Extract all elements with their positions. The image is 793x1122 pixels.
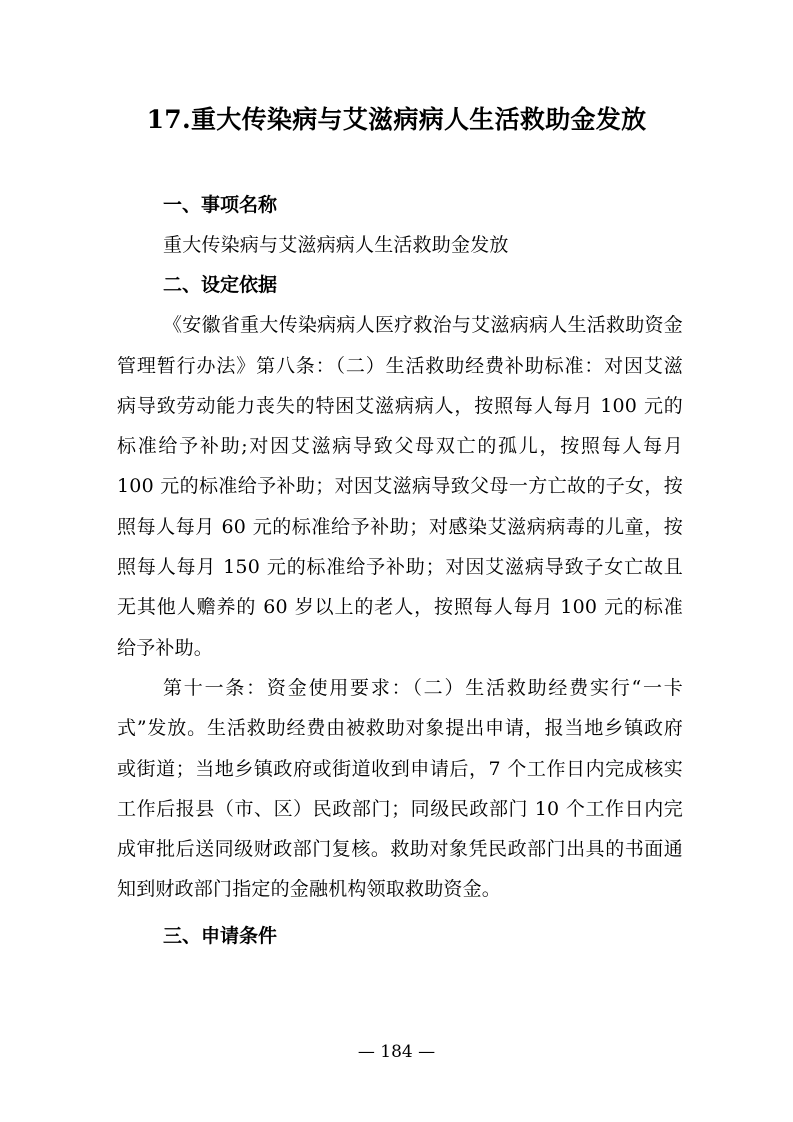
page-number: — 184 — <box>357 1042 436 1062</box>
document-body <box>117 185 683 956</box>
legal-basis-paragraph-article-8: 《安徽省重大传染病病人医疗救治与艾滋病病人生活救助资金管理暂行办法》第八条：（二）生活救助经费补助标准：对因艾滋病导致劳动能力丧失的特困艾滋病病人，按照每人每月 100 元的标准给予补助;对因艾滋病导致父母双亡的孤儿，按照每人每月 100 元的标准给予补助；对因艾滋病导致父母一方亡故的子女，按照每人每月 60 元的标准给予补助；对感染艾滋病病毒的儿童，按照每人每月 150 元的标准给予补助；对因艾滋病导致子女亡故且无其他人赡养的 60 岁以上的老人，按照每人每月 100 元的标准给予补助。 <box>117 314 683 659</box>
section-heading-application-conditions: 三、申请条件 <box>163 924 278 947</box>
section-heading-item-name: 一、事项名称 <box>163 194 278 216</box>
section-heading-legal-basis: 二、设定依据 <box>163 274 278 297</box>
document-title: 17.重大传染病与艾滋病病人生活救助金发放 <box>146 105 647 134</box>
item-name-text: 重大传染病与艾滋病病人生活救助金发放 <box>163 234 509 256</box>
legal-basis-paragraph-article-11: 第十一条：资金使用要求：（二）生活救助经费实行“一卡式”发放。生活救助经费由被救助对象提出申请，报当地乡镇政府或街道；当地乡镇政府或街道收到申请后，7 个工作日内完成核实工作后报县（市、区）民政部门；同级民政部门 10 个工作日内完成审批后送同级财政部门复核。救助对象凭民政部门出具的书面通知到财政部门指定的金融机构领取救助资金。 <box>117 676 683 901</box>
